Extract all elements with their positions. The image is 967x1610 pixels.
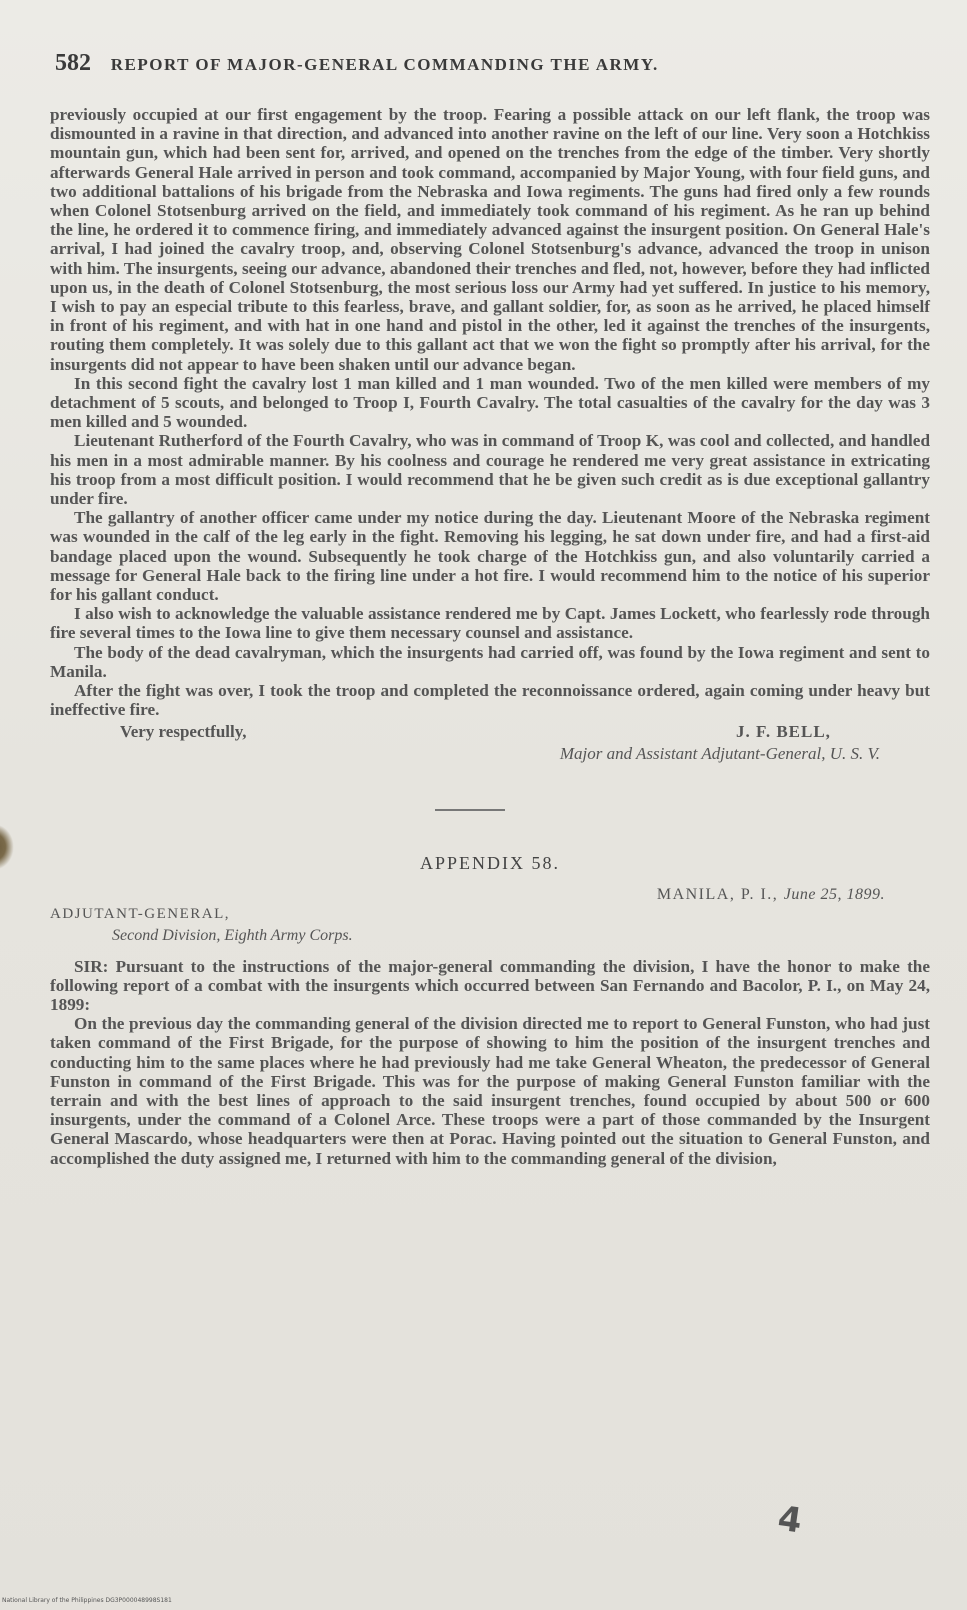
dateline-place: MANILA, P. I., xyxy=(656,885,784,903)
running-title: REPORT OF MAJOR-GENERAL COMMANDING THE ARMY. xyxy=(110,55,659,74)
footer-caption: National Library of the Philippines DG3P000048998S181 xyxy=(2,1597,172,1604)
margin-stain xyxy=(0,824,14,870)
report-body xyxy=(50,105,930,1168)
addressee: ADJUTANT-GENERAL, xyxy=(50,905,230,922)
paragraph: In this second fight the cavalry lost 1 man killed and 1 man wounded. Two of the men killed were members of my detachment of 5 scouts, and belonged to Troop I, Fourth Cavalry. The total casualties of the cavalry for the day was 3 men killed and 5 wounded. xyxy=(50,373,930,432)
paragraph: The body of the dead cavalryman, which the insurgents had carried off, was found by the Iowa regiment and sent to Manila. xyxy=(50,642,930,681)
section-divider xyxy=(435,809,505,811)
valediction: Very respectfully, xyxy=(120,721,247,741)
paragraph: Lieutenant Rutherford of the Fourth Cavalry, who was in command of Troop K, was cool and collected, and handled his men in a most admirable manner. By his coolness and courage he rendered me very great assistance in extricating his troop from a most difficult position. I would recommend that he be given such credit as is due exceptional gallantry under fire. xyxy=(50,431,930,509)
paragraph: The gallantry of another officer came under my notice during the day. Lieutenant Moore of the Nebraska regiment was wounded in the calf of the leg early in the fight. Removing his legging, he sat down under fire, and had a first-aid bandage placed upon the wound. Subsequently he took charge of the Hotchkiss gun, and also voluntarily carried a message for General Hale back to the firing line under a hot fire. I would recommend him to the notice of his superior for his gallant conduct. xyxy=(50,508,930,605)
handwritten-mark: 4 xyxy=(775,1498,805,1542)
dateline xyxy=(50,886,930,904)
paragraph: I also wish to acknowledge the valuable assistance rendered me by Capt. James Lockett, who fearlessly rode through fire several times to the Iowa line to give them necessary counsel and assistance. xyxy=(50,604,930,643)
signature-title: Major and Assistant Adjutant-General, U. S. V. xyxy=(559,743,880,763)
dateline-date: June 25, 1899. xyxy=(783,885,885,903)
signature: J. F. BELL, xyxy=(736,721,831,741)
paragraph: previously occupied at our first engagement by the troop. Fearing a possible attack on our left flank, the troop was dismounted in a ravine in that direction, and advanced into another ravine on the left of our line. Very soon a Hotchkiss mountain gun, which had been sent for, arrived, and opened on the trenches from the edge of the timber. Very shortly afterwards General Hale arrived in person and took command, accompanied by Major Young, with four field guns, and two additional battalions of his brigade from the Nebraska and Iowa regiments. The guns had fired only a few rounds when Colonel Stotsenburg arrived on the field, and immediately took command of his regiment. As he ran up behind the line, he ordered it to commence firing, and immediately advanced against the insurgent position. On General Hale's arrival, I had joined the cavalry troop, and, observing Colonel Stotsenburg's advance, advanced the troop in unison with him. The insurgents, seeing our advance, abandoned their trenches and fled, not, however, before they had inflicted upon us, in the death of Colonel Stotsenburg, the most serious loss our Army had yet suffered. In justice to his memory, I wish to pay an especial tribute to this fearless, brave, and gallant soldier, for, as soon as he arrived, he placed himself in front of his regiment, and with hat in one hand and pistol in the other, led it against the trenches of the insurgents, routing them completely. It was solely due to this gallant act that we won the fight so promptly after his arrival, for the insurgents did not appear to have been shaken until our advance began. xyxy=(50,105,930,374)
page-number: 582 xyxy=(55,50,91,76)
appendix-paragraph: SIR: Pursuant to the instructions of the major-general commanding the division, I have the honor to make the following report of a combat with the insurgents which occurred between San Fernando and Bacolor, P. I., on May 24, 1899: xyxy=(50,956,930,1014)
closing-line xyxy=(50,722,930,742)
paragraph: After the fight was over, I took the troop and completed the reconnoissance ordered, again coming under heavy but ineffective fire. xyxy=(50,681,930,720)
appendix-heading: APPENDIX 58. xyxy=(419,852,560,873)
appendix-paragraph: On the previous day the commanding general of the division directed me to report to General Funston, who had just taken command of the First Brigade, for the purpose of showing to him the position of the insurgent trenches and conducting him to the same places where he had previously had me take General Wheaton, the predecessor of General Funston in command of the First Brigade. This was for the purpose of making General Funston familiar with the terrain and with the best lines of approach to the said insurgent trenches, found occupied by about 500 or 600 insurgents, under the command of a Colonel Arce. These troops were a part of those commanded by the Insurgent General Mascardo, whose headquarters were then at Porac. Having pointed out the situation to General Funston, and accomplished the duty assigned me, I returned with him to the commanding general of the division, xyxy=(50,1014,930,1168)
page-header xyxy=(55,50,915,77)
addressee-unit: Second Division, Eighth Army Corps. xyxy=(112,926,353,944)
